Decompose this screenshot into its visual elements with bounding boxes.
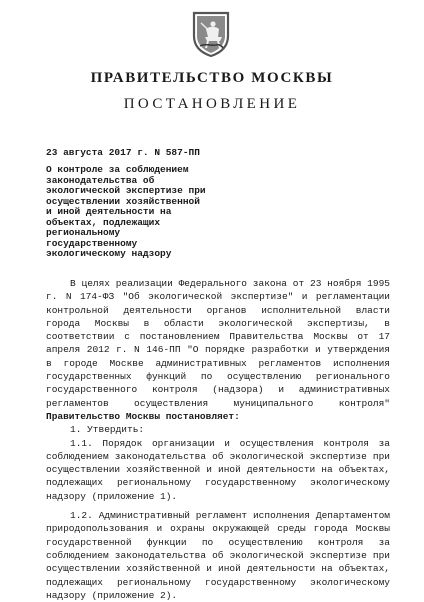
resolves-text: Правительство Москвы постановляет: <box>46 410 240 422</box>
preamble-text: В целях реализации Федерального закона от 23 ноября 1995 г. N 174-ФЗ "Об экологической экспертизе" и регламентации контрольной деятельности органов исполнительной власти города Москвы в области экологической экспертизы, в соответствии с постановлением Правительства Москвы от 17 апреля 2012 г. N 146-ПП "О порядке разработки и утверждения в городе Москве административных регламентов исполнения государственных функций по осуществлению регионального государственного контроля (надзора) и административных регламентов осуществления муниципального контроля" <box>46 278 390 409</box>
moscow-coat-of-arms-icon <box>191 10 231 58</box>
decree-body <box>46 277 390 602</box>
preamble-paragraph <box>46 277 390 423</box>
decree-date-number: 23 августа 2017 г. N 587-ПП <box>46 147 200 158</box>
item-1-2: 1.2. Административный регламент исполнения Департаментом природопользования и охраны окружающей среды города Москвы государственной функции по осуществлению контроля за соблюдением законодательства об экологической экспертизе при осуществлении хозяйственной и иной деятельности на объектах, подлежащих региональному государственному экологическому надзору (приложение 2). <box>46 510 390 601</box>
government-title: ПРАВИТЕЛЬСТВО МОСКВЫ <box>90 70 334 86</box>
item-1: 1. Утвердить: <box>70 424 145 436</box>
document-type-title: ПОСТАНОВЛЕНИЕ <box>123 96 301 112</box>
item-1-1: 1.1. Порядок организации и осуществления контроля за соблюдением законодательства об экологической экспертизе при осуществлении хозяйственной и иной деятельности на объектах, подлежащих региональному государственному экологическому надзору (приложение 1). <box>46 437 390 502</box>
decree-subject: О контроле за соблюдением законодательства об экологической экспертизе при осуществлении хозяйственной и иной деятельности на объектах, подлежащих региональному государственному экологическому надзору <box>46 164 206 259</box>
